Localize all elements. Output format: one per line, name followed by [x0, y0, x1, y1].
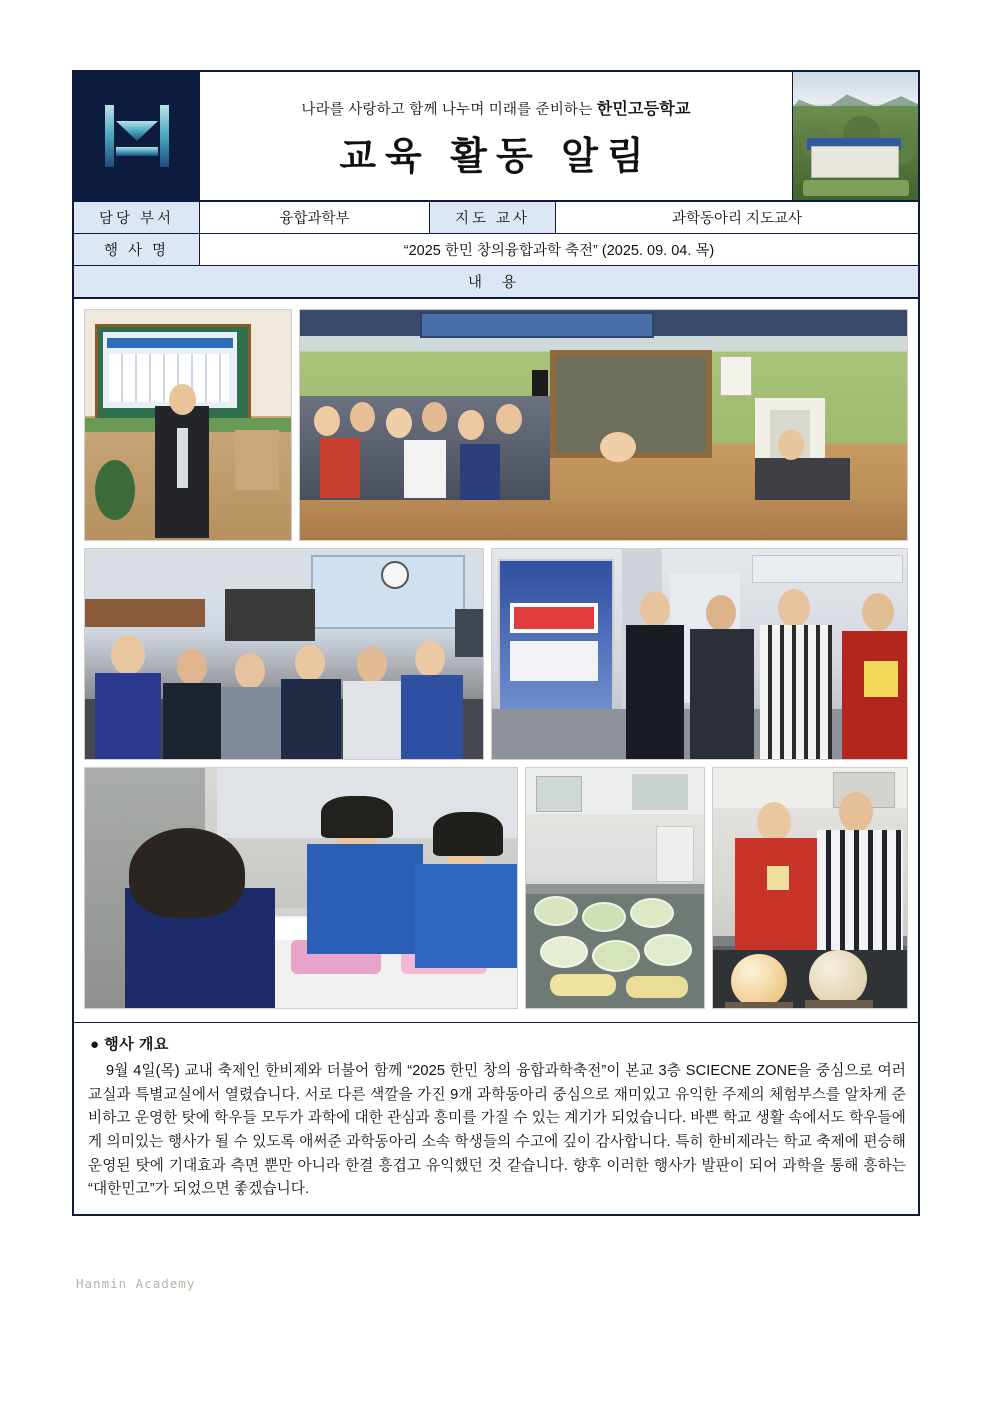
notice-document [72, 70, 920, 1216]
event-label: 행 사 명 [74, 234, 200, 265]
photo-students-gathered-hall [299, 309, 908, 541]
school-aerial-photo [792, 72, 918, 200]
photo-students-with-globes [712, 767, 908, 1009]
event-value: “2025 한민 창의융합과학 축전” (2025. 09. 04. 목) [403, 243, 715, 259]
bullet-icon: ● [90, 1036, 100, 1053]
title-cell [200, 72, 792, 200]
summary-section [74, 1022, 918, 1214]
page-title: 교육 활동 알림 [339, 136, 653, 178]
photo-gallery [74, 299, 918, 1022]
dept-label: 담당 부서 [74, 202, 200, 233]
photo-petri-dish-display [525, 767, 705, 1009]
photo-soap-making-activity [84, 767, 518, 1009]
header-subtitle-prefix: 나라를 사랑하고 함께 나누며 미래를 준비하는 [301, 102, 597, 118]
dept-value: 융합과학부 [200, 202, 430, 233]
watermark: Hanmin Academy [76, 1276, 196, 1291]
photo-club-booth-group [84, 548, 484, 760]
summary-heading [90, 1033, 906, 1054]
photo-opening-ceremony-principal [84, 309, 292, 541]
summary-heading-label: 행사 개요 [104, 1036, 169, 1053]
teacher-value: 과학동아리 지도교사 [671, 211, 803, 227]
header-subtitle [301, 96, 690, 119]
info-row-event [74, 234, 918, 266]
document-header [74, 72, 918, 202]
info-row-department [74, 202, 918, 234]
content-section-label: 내 용 [74, 266, 918, 299]
photo-row-2 [84, 548, 908, 760]
photo-row-3 [84, 767, 908, 1009]
school-emblem-icon [100, 101, 174, 171]
photo-pebc-booth-experiment [491, 548, 908, 760]
summary-body: 9월 4일(목) 교내 축제인 한비제와 더불어 함께 “2025 한민 창의 융합과학축전”이 본교 3층 SCIECNE ZONE을 중심으로 여러 교실과 특별교실에서 열렸습니다. 서로 다른 색깔을 가진 9개 과학동아리 중심으로 재미있고 유익한 주제의 체험부스를 알차게 준비하고 운영한 탓에 학우들 모두가 과학에 대한 관심과 흥미를 가질 수 있는 계기가 되었습니다. 바쁜 학교 생활 속에서도 학우들에게 의미있는 행사가 될 수 있도록 애써준 과학동아리 소속 학생들의 수고에 깊이 감사합니다. 특히 한비제라는 학교 축제에 편승해 운영된 탓에 기대효과 측면 뿐만 아니라 한결 흥겹고 유익했던 것 같습니다. 향후 이러한 행사가 발판이 되어 과학을 통해 흥하는 “대한민고”가 되었으면 좋겠습니다. [88, 1063, 906, 1198]
logo-cell [74, 72, 200, 200]
header-school-name: 한민고등학교 [596, 101, 691, 118]
photo-row-1 [84, 309, 908, 541]
teacher-label: 지도 교사 [430, 202, 556, 233]
